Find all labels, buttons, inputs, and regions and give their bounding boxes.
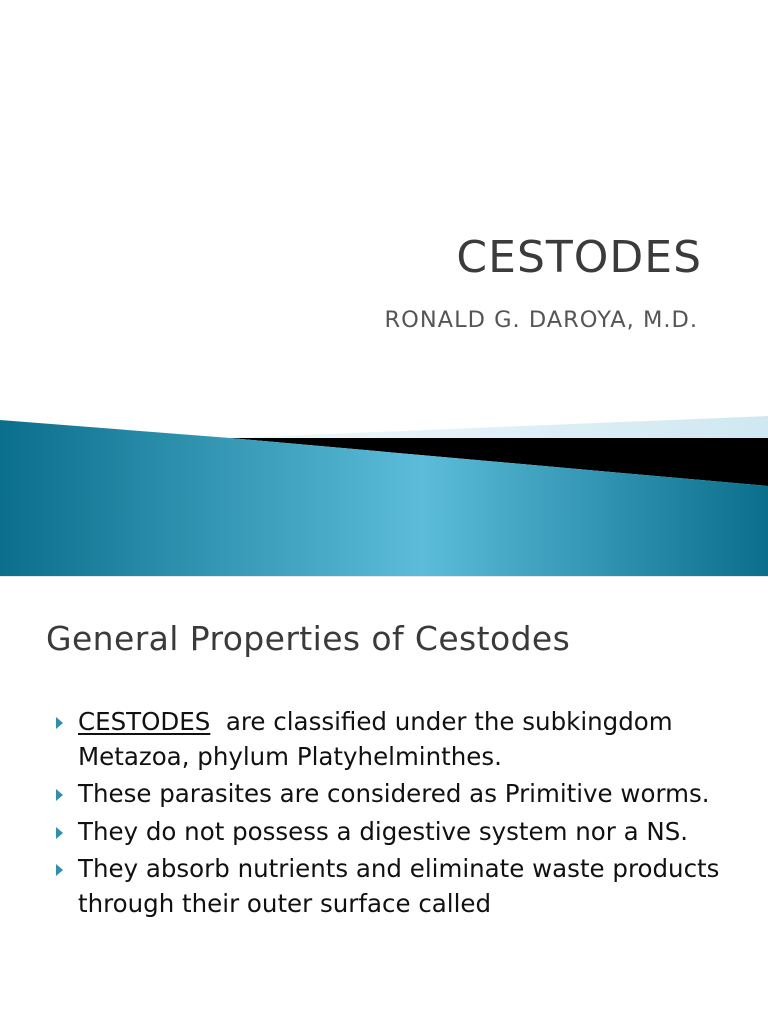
bullet-text: They absorb nutrients and eliminate waste products through their outer surface called <box>78 854 720 918</box>
slide-title: CESTODES <box>456 232 702 283</box>
bullet-item <box>54 705 744 774</box>
triangle-bullet-icon <box>56 864 63 876</box>
bullet-text: These parasites are considered as Primitive worms. <box>78 779 710 808</box>
triangle-bullet-icon <box>56 717 63 729</box>
content-slide <box>0 576 768 1024</box>
triangle-bullet-icon <box>56 789 63 801</box>
bullet-list <box>54 705 744 924</box>
bullet-keyword: CESTODES <box>78 707 211 736</box>
bullet-item <box>54 852 744 921</box>
bullet-text: They do not possess a digestive system nor a NS. <box>78 816 689 846</box>
decorative-wave-band <box>0 414 768 576</box>
triangle-bullet-icon <box>56 827 63 839</box>
content-slide-title: General Properties of Cestodes <box>46 619 571 658</box>
bullet-item <box>54 815 744 850</box>
slide-subtitle: RONALD G. DAROYA, M.D. <box>384 307 698 333</box>
bullet-text: are classified under the subkingdom Metazoa, phylum Platyhelminthes. <box>78 707 681 771</box>
bullet-item <box>54 777 744 812</box>
